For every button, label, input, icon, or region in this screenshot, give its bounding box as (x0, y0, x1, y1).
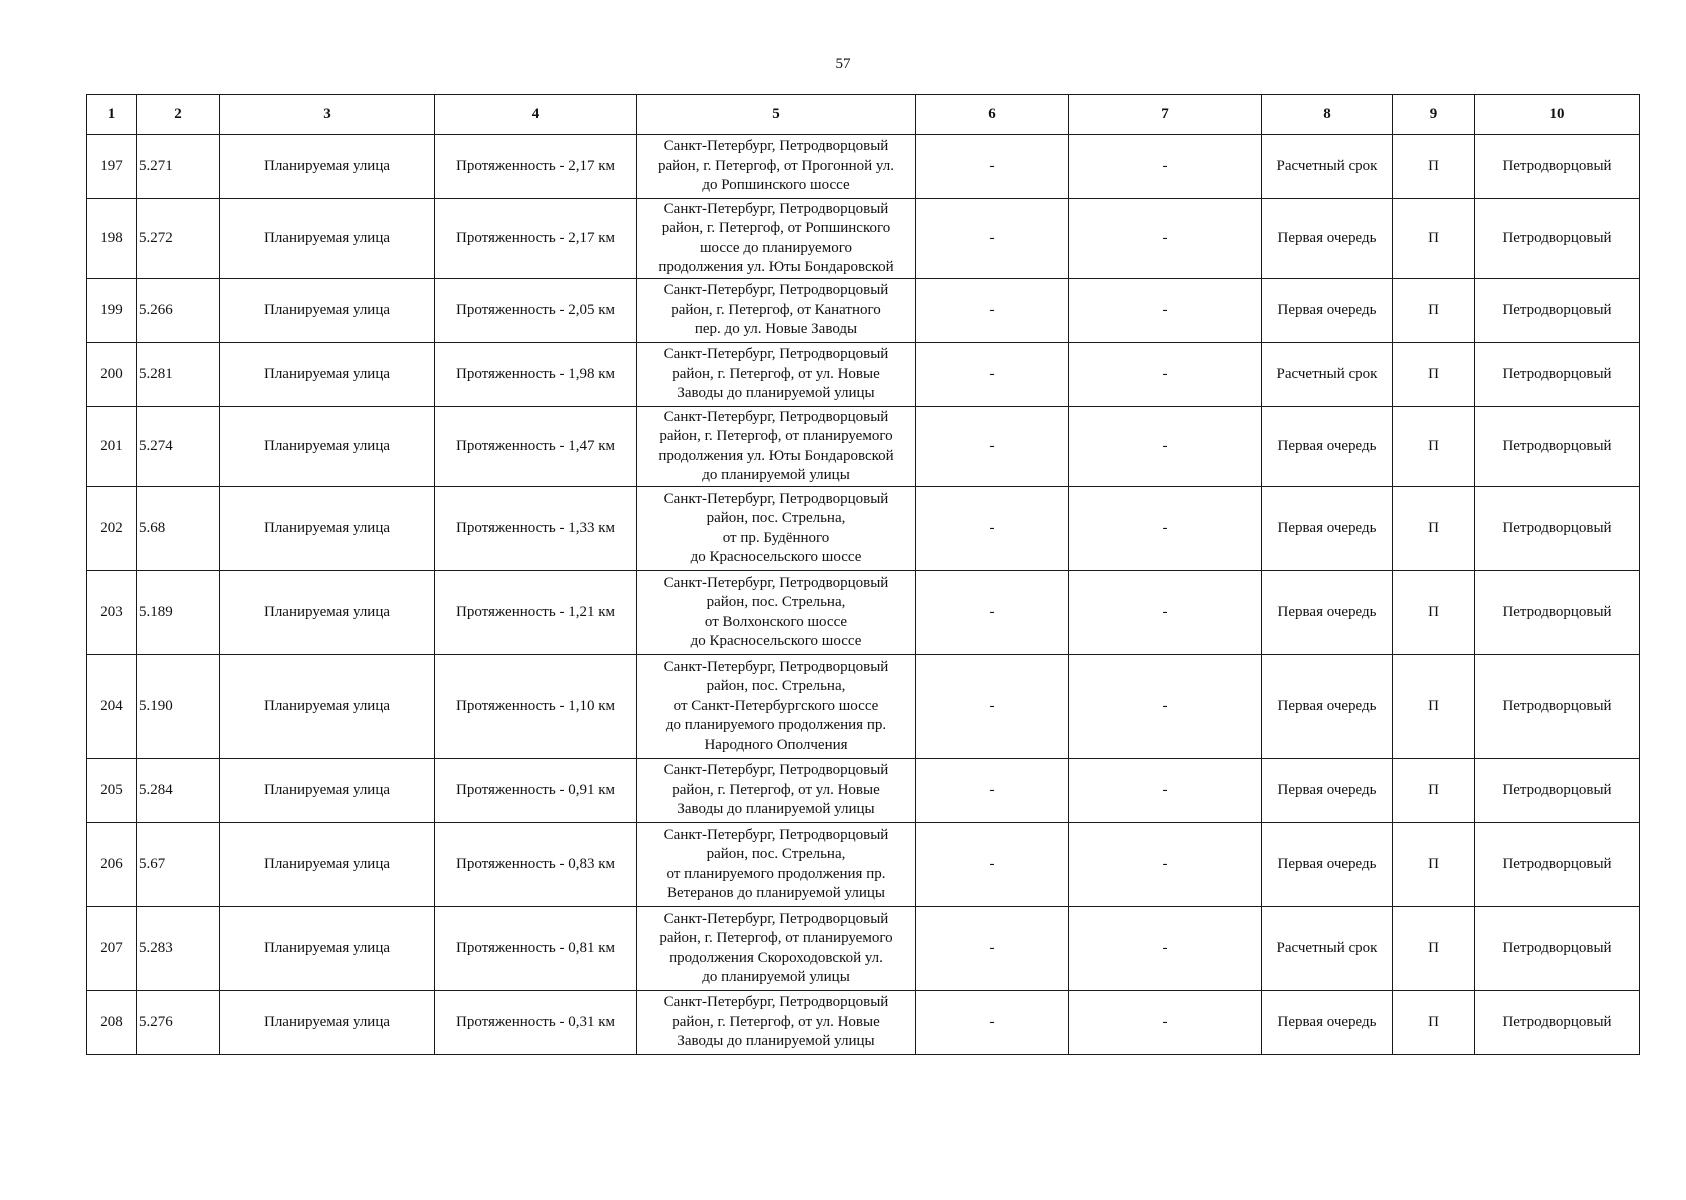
address-line: район, г. Петергоф, от планируемого (659, 930, 893, 946)
status-cell: П (1393, 655, 1475, 759)
term-cell: Первая очередь (1262, 759, 1393, 823)
status-cell: П (1393, 823, 1475, 907)
row-number-cell: 206 (87, 823, 137, 907)
district-cell: Петродворцовый (1475, 823, 1640, 907)
address-line: Санкт-Петербург, Петродворцовый (663, 658, 889, 675)
object-name-cell: Планируемая улица (220, 135, 435, 199)
length-cell: Протяженность - 0,31 км (435, 991, 637, 1055)
header-col-9: 9 (1393, 95, 1475, 135)
address-line: Санкт-Петербург, Петродворцовый (663, 282, 889, 299)
object-code-cell: 5.68 (137, 487, 220, 571)
length-cell: Протяженность - 1,21 км (435, 571, 637, 655)
col7-cell: - (1069, 759, 1262, 823)
address-line: продолжения Скороходовской ул. (669, 949, 883, 966)
length-cell: Протяженность - 2,17 км (435, 135, 637, 199)
row-number-cell: 204 (87, 655, 137, 759)
address-line: до планируемого продолжения пр. (665, 717, 887, 734)
address-line: район, г. Петергоф, от ул. Новые (672, 365, 880, 382)
table-row (87, 487, 1640, 571)
table-row (87, 407, 1640, 487)
address-line: Заводы до планируемой улицы (677, 1033, 875, 1050)
address-line: район, г. Петергоф, от Канатного (671, 301, 881, 318)
address-line: шоссе до планируемого (700, 239, 852, 256)
term-cell: Первая очередь (1262, 571, 1393, 655)
object-name-cell: Планируемая улица (220, 655, 435, 759)
object-code-cell: 5.272 (137, 199, 220, 279)
address-line: Санкт-Петербург, Петродворцовый (663, 490, 889, 507)
term-cell: Первая очередь (1262, 279, 1393, 343)
address-line: Санкт-Петербург, Петродворцовый (663, 762, 889, 779)
address-line: Санкт-Петербург, Петродворцовый (663, 408, 889, 425)
address-line: до планируемой улицы (702, 969, 850, 985)
object-code-cell: 5.189 (137, 571, 220, 655)
address-line: Заводы до планируемой улицы (677, 385, 875, 402)
status-cell: П (1393, 279, 1475, 343)
object-name-cell: Планируемая улица (220, 487, 435, 571)
length-cell: Протяженность - 2,05 км (435, 279, 637, 343)
address-line: Санкт-Петербург, Петродворцовый (663, 574, 889, 591)
address-cell (637, 199, 916, 279)
length-cell: Протяженность - 0,81 км (435, 907, 637, 991)
col7-cell: - (1069, 655, 1262, 759)
address-line: район, г. Петергоф, от планируемого (659, 428, 893, 444)
col7-cell: - (1069, 279, 1262, 343)
row-number-cell: 200 (87, 343, 137, 407)
row-number-cell: 202 (87, 487, 137, 571)
header-col-4: 4 (435, 95, 637, 135)
row-number-cell: 208 (87, 991, 137, 1055)
row-number-cell: 203 (87, 571, 137, 655)
roads-table (86, 94, 1640, 1055)
address-cell (637, 907, 916, 991)
row-number-cell: 199 (87, 279, 137, 343)
header-col-3: 3 (220, 95, 435, 135)
header-col-1: 1 (87, 95, 137, 135)
col7-cell: - (1069, 907, 1262, 991)
address-cell (637, 135, 916, 199)
page-number: 57 (835, 56, 851, 72)
length-cell: Протяженность - 1,98 км (435, 343, 637, 407)
address-line: Санкт-Петербург, Петродворцовый (663, 994, 889, 1011)
term-cell: Первая очередь (1262, 487, 1393, 571)
status-cell: П (1393, 487, 1475, 571)
col7-cell: - (1069, 407, 1262, 487)
address-cell (637, 655, 916, 759)
table-row (87, 343, 1640, 407)
address-line: до Ропшинского шоссе (702, 177, 850, 194)
object-name-cell: Планируемая улица (220, 407, 435, 487)
term-cell: Расчетный срок (1262, 907, 1393, 991)
address-cell (637, 343, 916, 407)
address-line: район, пос. Стрельна, (706, 678, 846, 695)
table-row (87, 199, 1640, 279)
col7-cell: - (1069, 823, 1262, 907)
status-cell: П (1393, 991, 1475, 1055)
row-number-cell: 207 (87, 907, 137, 991)
object-code-cell: 5.266 (137, 279, 220, 343)
object-name-cell: Планируемая улица (220, 823, 435, 907)
district-cell: Петродворцовый (1475, 991, 1640, 1055)
header-col-7: 7 (1069, 95, 1262, 135)
length-cell: Протяженность - 0,91 км (435, 759, 637, 823)
address-line: пер. до ул. Новые Заводы (694, 321, 858, 338)
length-cell: Протяженность - 0,83 км (435, 823, 637, 907)
district-cell: Петродворцовый (1475, 279, 1640, 343)
address-line: продолжения ул. Юты Бондаровской (658, 447, 894, 464)
col6-cell: - (916, 823, 1069, 907)
district-cell: Петродворцовый (1475, 487, 1640, 571)
col7-cell: - (1069, 571, 1262, 655)
address-cell (637, 823, 916, 907)
col7-cell: - (1069, 991, 1262, 1055)
object-code-cell: 5.67 (137, 823, 220, 907)
row-number-cell: 205 (87, 759, 137, 823)
address-cell (637, 279, 916, 343)
district-cell: Петродворцовый (1475, 343, 1640, 407)
district-cell: Петродворцовый (1475, 655, 1640, 759)
address-line: Ветеранов до планируемой улицы (667, 885, 885, 901)
status-cell: П (1393, 135, 1475, 199)
address-line: район, пос. Стрельна, (706, 846, 846, 862)
district-cell: Петродворцовый (1475, 571, 1640, 655)
address-line: от пр. Будённого (722, 529, 830, 546)
address-line: район, г. Петергоф, от Ропшинского (661, 220, 891, 236)
term-cell: Первая очередь (1262, 655, 1393, 759)
col6-cell: - (916, 571, 1069, 655)
col7-cell: - (1069, 199, 1262, 279)
object-name-cell: Планируемая улица (220, 991, 435, 1055)
address-line: Народного Ополчения (704, 736, 848, 753)
status-cell: П (1393, 759, 1475, 823)
address-line: до планируемой улицы (702, 467, 850, 483)
address-cell (637, 571, 916, 655)
row-number-cell: 201 (87, 407, 137, 487)
object-name-cell: Планируемая улица (220, 759, 435, 823)
district-cell: Петродворцовый (1475, 759, 1640, 823)
address-line: район, пос. Стрельна, (706, 594, 846, 610)
object-name-cell: Планируемая улица (220, 907, 435, 991)
address-cell (637, 991, 916, 1055)
col7-cell: - (1069, 343, 1262, 407)
address-line: от Санкт-Петербургского шоссе (673, 697, 879, 714)
table-row (87, 135, 1640, 199)
address-line: Санкт-Петербург, Петродворцовый (663, 200, 889, 217)
object-name-cell: Планируемая улица (220, 199, 435, 279)
address-line: до Красносельского шоссе (690, 549, 862, 565)
object-code-cell: 5.274 (137, 407, 220, 487)
col6-cell: - (916, 655, 1069, 759)
status-cell: П (1393, 907, 1475, 991)
term-cell: Первая очередь (1262, 823, 1393, 907)
header-col-5: 5 (637, 95, 916, 135)
col6-cell: - (916, 407, 1069, 487)
col6-cell: - (916, 759, 1069, 823)
table-row (87, 655, 1640, 759)
object-name-cell: Планируемая улица (220, 571, 435, 655)
table-row (87, 571, 1640, 655)
object-code-cell: 5.276 (137, 991, 220, 1055)
header-col-2: 2 (137, 95, 220, 135)
object-name-cell: Планируемая улица (220, 343, 435, 407)
table-row (87, 907, 1640, 991)
col6-cell: - (916, 343, 1069, 407)
address-line: район, г. Петергоф, от ул. Новые (672, 781, 880, 798)
address-line: Санкт-Петербург, Петродворцовый (663, 910, 889, 927)
length-cell: Протяженность - 2,17 км (435, 199, 637, 279)
object-code-cell: 5.271 (137, 135, 220, 199)
table-header (87, 95, 1640, 135)
length-cell: Протяженность - 1,33 км (435, 487, 637, 571)
table-row (87, 759, 1640, 823)
term-cell: Первая очередь (1262, 407, 1393, 487)
header-col-8: 8 (1262, 95, 1393, 135)
address-line: продолжения ул. Юты Бондаровской (658, 259, 894, 275)
table-row (87, 823, 1640, 907)
term-cell: Расчетный срок (1262, 343, 1393, 407)
col6-cell: - (916, 991, 1069, 1055)
address-cell (637, 759, 916, 823)
object-code-cell: 5.281 (137, 343, 220, 407)
table-row (87, 279, 1640, 343)
table-row (87, 991, 1640, 1055)
address-cell (637, 487, 916, 571)
address-cell (637, 407, 916, 487)
header-col-10: 10 (1475, 95, 1640, 135)
row-number-cell: 197 (87, 135, 137, 199)
district-cell: Петродворцовый (1475, 907, 1640, 991)
district-cell: Петродворцовый (1475, 407, 1640, 487)
col7-cell: - (1069, 135, 1262, 199)
object-code-cell: 5.284 (137, 759, 220, 823)
address-line: Санкт-Петербург, Петродворцовый (663, 138, 889, 155)
status-cell: П (1393, 407, 1475, 487)
col6-cell: - (916, 907, 1069, 991)
header-col-6: 6 (916, 95, 1069, 135)
address-line: район, г. Петергоф, от Прогонной ул. (657, 157, 894, 174)
address-line: от Волхонского шоссе (704, 613, 848, 630)
district-cell: Петродворцовый (1475, 199, 1640, 279)
status-cell: П (1393, 343, 1475, 407)
address-line: Заводы до планируемой улицы (677, 801, 875, 818)
address-line: район, пос. Стрельна, (706, 510, 846, 526)
address-line: от планируемого продолжения пр. (666, 865, 886, 882)
term-cell: Первая очередь (1262, 199, 1393, 279)
length-cell: Протяженность - 1,47 км (435, 407, 637, 487)
col6-cell: - (916, 279, 1069, 343)
object-code-cell: 5.283 (137, 907, 220, 991)
object-code-cell: 5.190 (137, 655, 220, 759)
address-line: Санкт-Петербург, Петродворцовый (663, 346, 889, 363)
district-cell: Петродворцовый (1475, 135, 1640, 199)
term-cell: Расчетный срок (1262, 135, 1393, 199)
col7-cell: - (1069, 487, 1262, 571)
col6-cell: - (916, 135, 1069, 199)
address-line: район, г. Петергоф, от ул. Новые (672, 1013, 880, 1030)
col6-cell: - (916, 199, 1069, 279)
status-cell: П (1393, 571, 1475, 655)
address-line: до Красносельского шоссе (690, 633, 862, 649)
address-line: Санкт-Петербург, Петродворцовый (663, 826, 889, 843)
length-cell: Протяженность - 1,10 км (435, 655, 637, 759)
header-row (87, 95, 1640, 135)
object-name-cell: Планируемая улица (220, 279, 435, 343)
status-cell: П (1393, 199, 1475, 279)
table-body (87, 135, 1640, 1055)
col6-cell: - (916, 487, 1069, 571)
term-cell: Первая очередь (1262, 991, 1393, 1055)
row-number-cell: 198 (87, 199, 137, 279)
